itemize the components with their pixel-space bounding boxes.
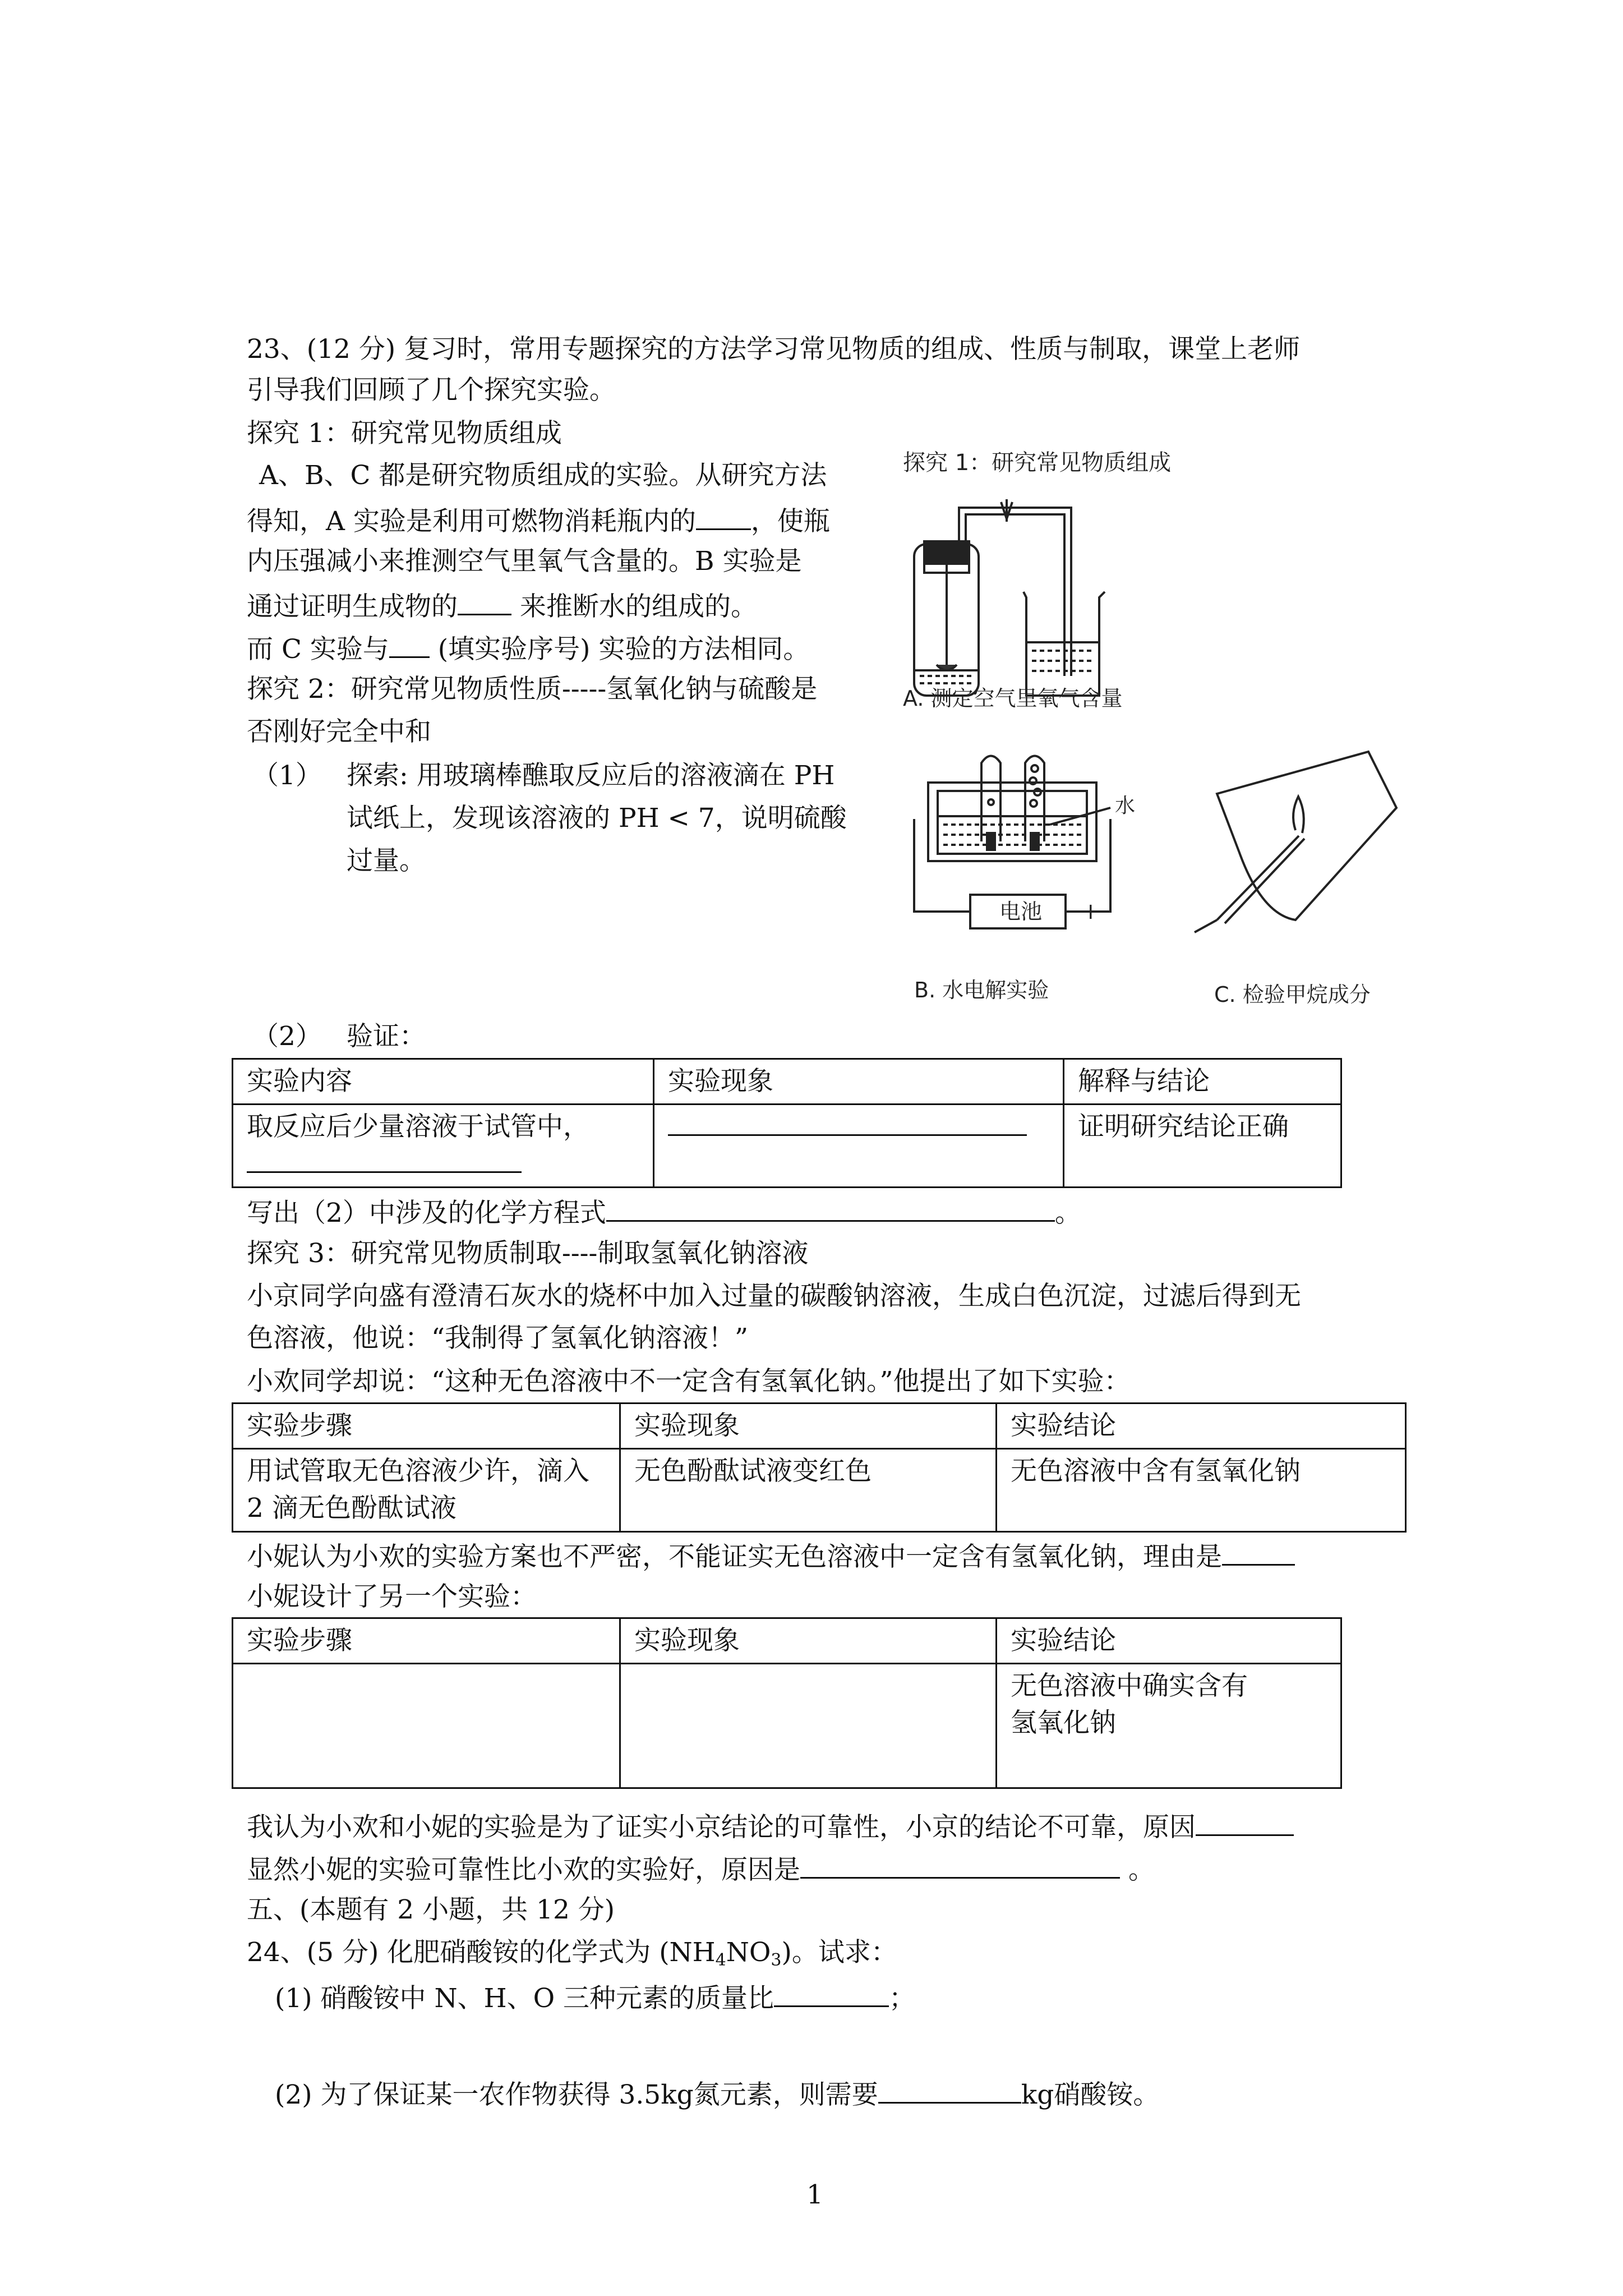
label-battery: 电池 <box>999 899 1043 924</box>
inquiry1-para-line2-text: 得知，A 实验是利用可燃物消耗瓶内的 <box>247 506 696 537</box>
q24-sub1-text: (1) 硝酸铵中 N、H、O 三种元素的质量比 <box>275 1983 774 2014</box>
inquiry1-para-line1: A、B、C 都是研究物质组成的实验。从研究方法 <box>259 460 827 491</box>
figure-title: 探究 1：研究常见物质组成 <box>903 450 1172 476</box>
xiaojing-reason-line <box>247 1806 1294 1846</box>
reliability-line <box>247 1849 1155 1889</box>
item2-number: （2） <box>252 1021 322 1052</box>
q24-stem-text: 24、(5 分) 化肥硝酸铵的化学式为 (NH <box>247 1937 716 1968</box>
item2-label: 验证： <box>347 1021 426 1052</box>
xiaoni-reason-line <box>247 1536 1295 1576</box>
inquiry1-para-line5 <box>247 628 809 668</box>
xiaohuan-header-step: 实验步骤 <box>233 1404 620 1449</box>
q24-sub3: 3 <box>771 1950 782 1970</box>
q24-sub2-text: (2) 为了保证某一农作物获得 3.5kg氮元素，则需要 <box>275 2079 878 2110</box>
equation-end: 。 <box>1054 1198 1081 1228</box>
q24-sub1 <box>275 1977 915 2017</box>
q24-stem-no: NO <box>726 1937 771 1968</box>
apparatus-svg <box>903 449 1408 1027</box>
inquiry3-para-line2: 色溶液，他说：“我制得了氢氧化钠溶液！” <box>247 1323 749 1354</box>
xiaoni-conclusion-cell <box>997 1664 1341 1788</box>
xiaoni-conclusion-line2: 氢氧化钠 <box>1011 1708 1116 1738</box>
label-water: 水 <box>1115 794 1136 817</box>
inquiry2-title-line2: 否刚好完全中和 <box>247 716 431 747</box>
equation-label: 写出（2）中涉及的化学方程式 <box>247 1198 606 1228</box>
equation-blank[interactable] <box>606 1192 1055 1222</box>
inquiry3-para-line1: 小京同学向盛有澄清石灰水的烧杯中加入过量的碳酸钠溶液，生成白色沉淀，过滤后得到无 <box>247 1281 1301 1312</box>
xiaojing-reason-blank[interactable] <box>1196 1806 1294 1836</box>
q24-sub1-end: ； <box>889 1983 916 2014</box>
xiaoni-conclusion-line1: 无色溶液中确实含有 <box>1011 1671 1248 1701</box>
xiaohuan-step-line1: 用试管取无色溶液少许，滴入 <box>247 1456 589 1487</box>
verification-content-cell <box>233 1105 654 1188</box>
verification-table <box>232 1058 1342 1188</box>
inquiry1-para-line3: 内压强减小来推测空气里氧气含量的。B 实验是 <box>247 546 802 577</box>
verification-conclusion-cell: 证明研究结论正确 <box>1064 1105 1341 1188</box>
verification-header-conclusion: 解释与结论 <box>1064 1059 1341 1105</box>
xiaohuan-phenomenon-cell: 无色酚酞试液变红色 <box>620 1449 997 1532</box>
xiaoni-reason-blank[interactable] <box>1222 1536 1295 1566</box>
mass-blank[interactable] <box>878 2074 1021 2104</box>
q23-stem-line1: 23、(12 分) 复习时，常用专题探究的方法学习常见物质的组成、性质与制取，课堂上老师 <box>247 334 1301 365</box>
verification-phenomenon-blank[interactable] <box>668 1108 1027 1136</box>
verification-content-text: 取反应后少量溶液于试管中， <box>247 1111 589 1142</box>
caption-c: C. 检验甲烷成分 <box>1214 982 1371 1007</box>
inquiry2-title-line1: 探究 2：研究常见物质性质-----氢氧化钠与硫酸是 <box>247 674 818 705</box>
inquiry3-para-line3: 小欢同学却说：“这种无色溶液中不一定含有氢氧化钠。”他提出了如下实验： <box>247 1366 1131 1397</box>
q24-sub2 <box>275 2074 1159 2114</box>
verification-header-phenomenon: 实验现象 <box>654 1059 1064 1105</box>
item1-line2: 试纸上，发现该溶液的 PH < 7，说明硫酸 <box>347 803 847 834</box>
xiaohuan-header-conclusion: 实验结论 <box>997 1404 1406 1449</box>
inquiry1-para-line2-end: ，使瓶 <box>750 506 830 537</box>
xiaoni-design-line: 小妮设计了另一个实验： <box>247 1581 537 1612</box>
xiaoni-step-cell[interactable] <box>233 1664 620 1788</box>
reliability-text: 显然小妮的实验可靠性比小欢的实验好，原因是 <box>247 1855 800 1885</box>
xiaohuan-step-line2: 2 滴无色酚酞试液 <box>247 1493 457 1524</box>
inquiry1-para-line4-end: 来推断水的组成的。 <box>511 591 757 622</box>
caption-a: A. 测定空气里氧气含量 <box>903 686 1123 711</box>
q24-stem-end: )。试求： <box>781 1937 897 1968</box>
oxygen-blank[interactable] <box>696 500 751 530</box>
q24-sub4: 4 <box>715 1950 726 1970</box>
item1-line3: 过量。 <box>347 845 426 876</box>
section5-heading: 五、(本题有 2 小题，共 12 分) <box>247 1894 615 1925</box>
experiment-figure <box>903 449 1408 1027</box>
apparatus-a <box>914 499 1105 696</box>
xiaohuan-header-phenomenon: 实验现象 <box>620 1404 997 1449</box>
reliability-end: 。 <box>1120 1855 1155 1885</box>
caption-b: B. 水电解实验 <box>914 978 1049 1002</box>
xiaojing-reason-text: 我认为小欢和小妮的实验是为了证实小京结论的可靠性，小京的结论不可靠，原因 <box>247 1812 1196 1843</box>
verification-phenomenon-cell <box>654 1105 1064 1188</box>
mass-ratio-blank[interactable] <box>774 1977 889 2007</box>
inquiry1-para-line4 <box>247 586 757 625</box>
label-plus: + <box>1081 899 1100 924</box>
xiaohuan-conclusion-cell: 无色溶液中含有氢氧化钠 <box>997 1449 1406 1532</box>
item1-number: （1） <box>252 760 322 791</box>
verification-header-content: 实验内容 <box>233 1059 654 1105</box>
inquiry1-title: 探究 1：研究常见物质组成 <box>247 418 562 449</box>
inquiry1-para-line2 <box>247 500 830 540</box>
xiaoni-phenomenon-cell[interactable] <box>620 1664 997 1788</box>
item1-line1: 探索: 用玻璃棒醮取反应后的溶液滴在 PH <box>347 760 835 791</box>
xiaoni-table <box>232 1617 1342 1789</box>
label-minus: − <box>938 899 957 924</box>
method-blank[interactable] <box>389 628 430 658</box>
xiaoni-header-conclusion: 实验结论 <box>997 1618 1341 1664</box>
xiaohuan-table <box>232 1402 1407 1533</box>
inquiry3-title: 探究 3：研究常见物质制取----制取氢氧化钠溶液 <box>247 1238 809 1269</box>
inquiry1-para-line5-text: 而 C 实验与 <box>247 634 389 665</box>
xiaoni-header-phenomenon: 实验现象 <box>620 1618 997 1664</box>
q23-stem-line2: 引导我们回顾了几个探究实验。 <box>247 375 616 406</box>
verification-content-blank[interactable] <box>247 1145 522 1173</box>
inquiry1-para-line4-text: 通过证明生成物的 <box>247 591 458 622</box>
inquiry1-para-line5-end: (填实验序号) 实验的方法相同。 <box>429 634 810 665</box>
q24-sub2-end: kg硝酸铵。 <box>1021 2079 1160 2110</box>
page-number: 1 <box>806 2179 823 2210</box>
reliability-blank[interactable] <box>800 1849 1120 1879</box>
equation-line <box>247 1192 1081 1232</box>
q24-stem <box>247 1934 897 1979</box>
xiaoni-reason-text: 小妮认为小欢的实验方案也不严密，不能证实无色溶液中一定含有氢氧化钠，理由是 <box>247 1542 1222 1572</box>
xiaoni-header-step: 实验步骤 <box>233 1618 620 1664</box>
xiaohuan-step-cell <box>233 1449 620 1532</box>
apparatus-c <box>1195 752 1396 932</box>
product-blank[interactable] <box>458 586 511 615</box>
